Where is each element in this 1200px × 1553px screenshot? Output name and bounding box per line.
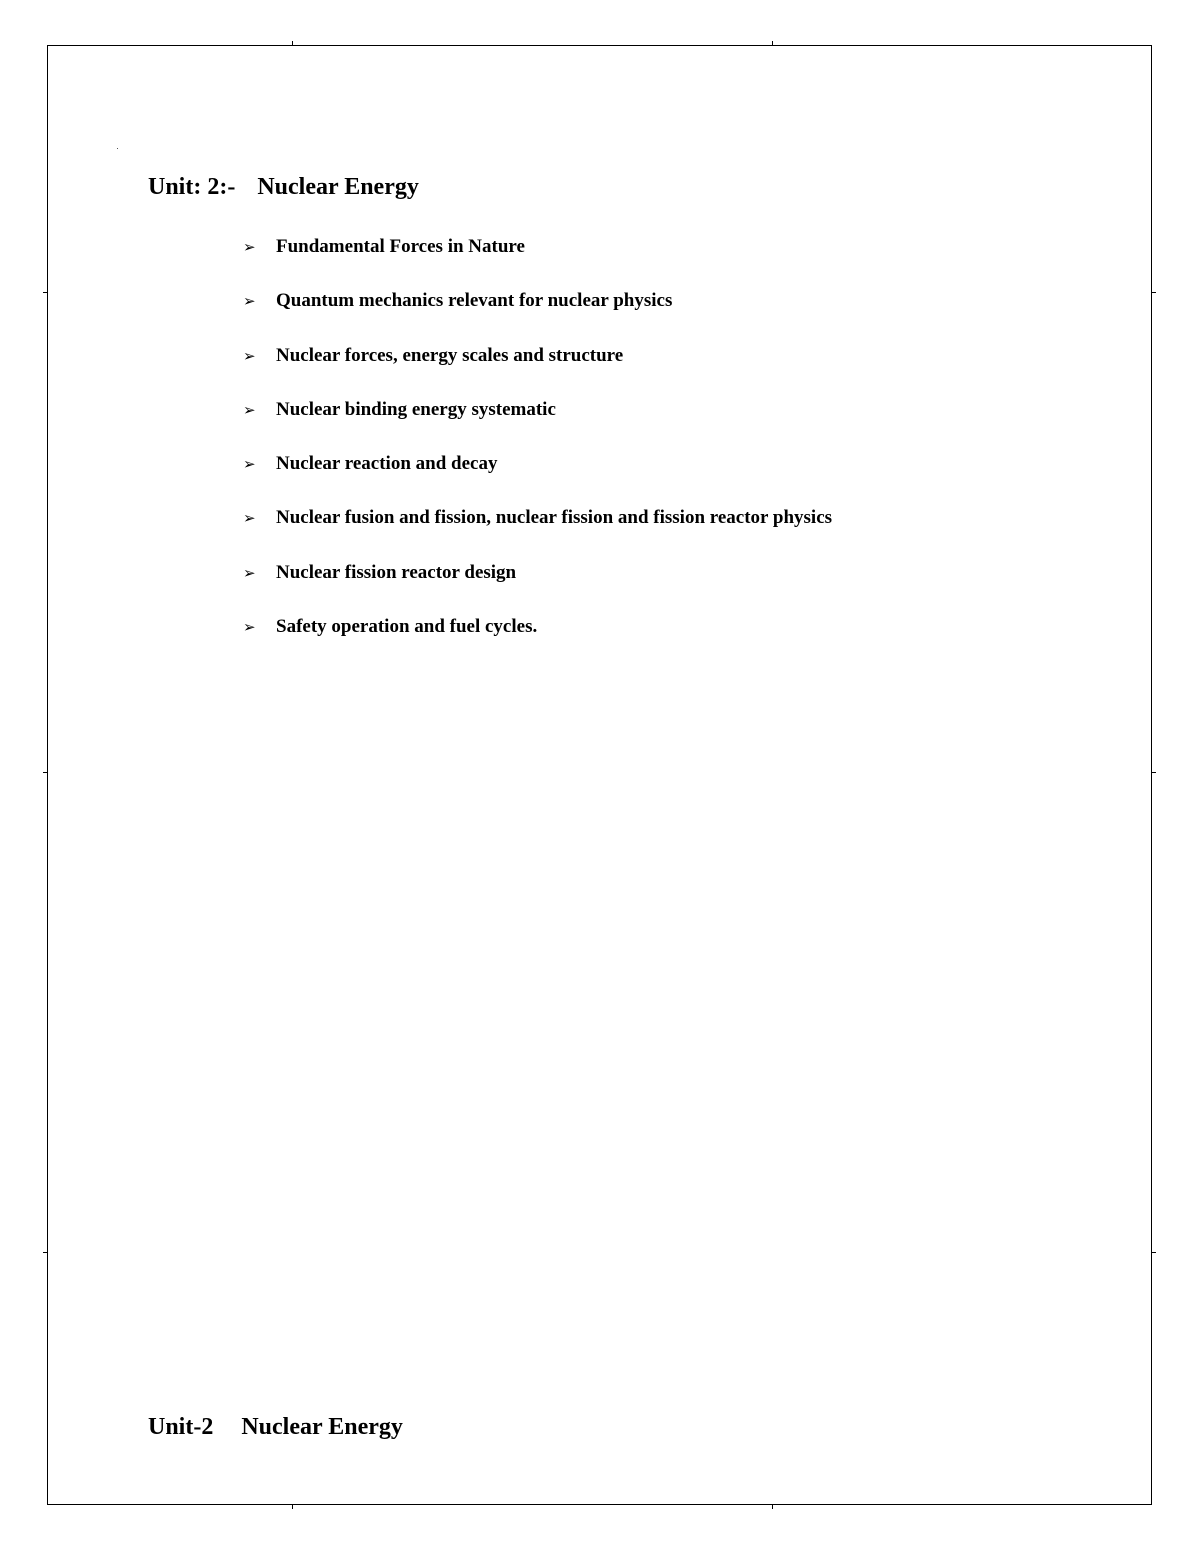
border-tick: [772, 1505, 773, 1509]
arrow-bullet-icon: ➢: [243, 400, 256, 419]
list-item: [243, 236, 832, 290]
unit-label: Unit: 2:-: [148, 174, 236, 200]
topic-text: Safety operation and fuel cycles.: [276, 616, 538, 638]
list-item: [243, 616, 832, 670]
list-item: [243, 399, 832, 453]
arrow-bullet-icon: ➢: [243, 509, 256, 528]
arrow-bullet-icon: ➢: [243, 618, 256, 637]
stray-dot: [117, 148, 118, 149]
border-tick: [43, 772, 47, 773]
list-item: [243, 345, 832, 399]
topic-text: Nuclear fission reactor design: [276, 561, 517, 583]
arrow-bullet-icon: ➢: [243, 292, 256, 311]
topic-text: Nuclear binding energy systematic: [276, 398, 556, 420]
border-tick: [43, 1252, 47, 1253]
list-item: [243, 562, 832, 616]
topic-list: [243, 236, 832, 670]
arrow-bullet-icon: ➢: [243, 238, 256, 256]
list-item: [243, 507, 832, 561]
border-tick: [292, 1505, 293, 1509]
list-item: [243, 290, 832, 344]
border-tick: [772, 41, 773, 45]
arrow-bullet-icon: ➢: [243, 346, 256, 365]
footer-unit-title: Nuclear Energy: [241, 1414, 403, 1440]
footer-unit-label: Unit-2: [148, 1414, 214, 1440]
topic-text: Fundamental Forces in Nature: [276, 236, 525, 257]
border-tick: [43, 292, 47, 293]
topic-text: Quantum mechanics relevant for nuclear physics: [276, 290, 673, 312]
unit-heading: [148, 172, 419, 202]
topic-text: Nuclear forces, energy scales and structure: [276, 344, 624, 366]
topic-text: Nuclear fusion and fission, nuclear fission and fission reactor physics: [276, 507, 833, 529]
border-tick: [1152, 1252, 1156, 1253]
border-tick: [1152, 772, 1156, 773]
border-tick: [1152, 292, 1156, 293]
footer-unit: [148, 1412, 403, 1442]
list-item: [243, 453, 832, 507]
topic-text: Nuclear reaction and decay: [276, 453, 498, 475]
arrow-bullet-icon: ➢: [243, 455, 256, 474]
border-tick: [292, 41, 293, 45]
unit-title: Nuclear Energy: [257, 174, 419, 200]
arrow-bullet-icon: ➢: [243, 563, 256, 582]
